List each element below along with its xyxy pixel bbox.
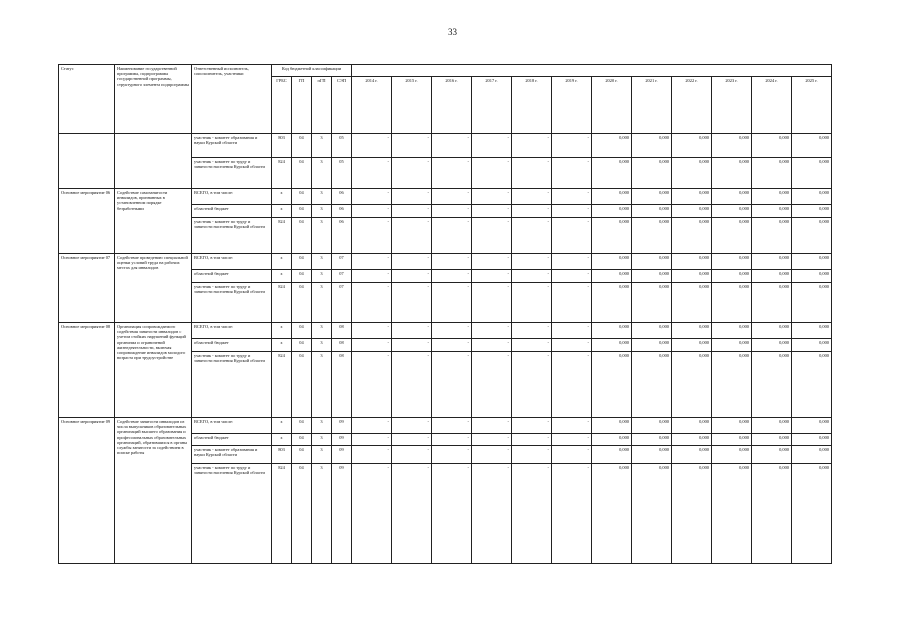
value-cell: 0,000 [752,283,792,323]
value-cell: 0,000 [792,218,832,254]
value-cell: 0,000 [632,339,672,352]
value-cell: - [352,283,392,323]
header-year-1: 2015 г. [392,77,432,134]
value-cell: - [512,134,552,158]
header-code-3: СЭП [332,77,352,134]
table-row [59,158,832,189]
value-cell: - [432,434,472,446]
value-cell: - [552,323,592,339]
name-cell: Содействие самозанятости инвалидов, признанных в установленном порядке безработными [115,189,192,254]
value-cell: 0,000 [752,254,792,270]
value-cell: - [512,434,552,446]
value-cell: 0,000 [632,134,672,158]
value-cell: - [392,158,432,189]
code-cell: 06 [332,205,352,218]
code-cell: 09 [332,418,352,434]
code-cell: 08 [332,323,352,339]
value-cell: - [472,134,512,158]
value-cell: 0,000 [712,205,752,218]
value-cell: 0,000 [792,205,832,218]
value-cell: 0,000 [752,418,792,434]
value-cell: - [472,323,512,339]
value-cell: 0,000 [672,205,712,218]
value-cell: - [352,134,392,158]
header-year-6: 2020 г. [592,77,632,134]
code-cell: 824 [272,158,292,189]
header-blank [352,65,832,77]
value-cell: 0,000 [712,254,752,270]
value-cell: 0,000 [632,254,672,270]
header-year-7: 2021 г. [632,77,672,134]
value-cell: - [472,218,512,254]
value-cell: - [352,205,392,218]
code-cell: 09 [332,464,352,564]
value-cell: - [472,158,512,189]
value-cell: 0,000 [632,270,672,283]
name-cell-empty [115,134,192,158]
code-cell: 07 [332,283,352,323]
value-cell: 0,000 [592,352,632,418]
value-cell: 0,000 [712,270,752,283]
name-cell: Содействие проведению специальной оценки условий труда на рабочих местах для инвалидов [115,254,192,323]
code-cell: x [272,270,292,283]
name-cell: Организация сопровождаемого содействия занятости инвалидов с учетом стойких нарушений функций организма и ограничений жизнедеятельности, включая сопровождение инвалидов молодого возраста при трудоустройстве [115,323,192,418]
header-year-2: 2016 г. [432,77,472,134]
value-cell: - [392,323,432,339]
value-cell: 0,000 [672,339,712,352]
value-cell: - [552,134,592,158]
value-cell: 0,000 [592,339,632,352]
name-cell: Содействие занятости инвалидов из числа выпускников образовательных организаций высшего образования и профессиональных образовательных организаций, обратившихся в органы службы занятости за содействием в поиске работы [115,418,192,564]
value-cell: - [552,270,592,283]
value-cell: - [472,446,512,464]
table-row [59,323,832,339]
value-cell: - [512,189,552,205]
code-cell: 3 [312,434,332,446]
value-cell: 0,000 [712,134,752,158]
value-cell: 0,000 [632,158,672,189]
value-cell: - [432,134,472,158]
code-cell: 08 [332,352,352,418]
value-cell: 0,000 [712,283,752,323]
value-cell: 0,000 [752,189,792,205]
value-cell: - [432,254,472,270]
value-cell: - [552,218,592,254]
value-cell: - [352,158,392,189]
code-cell: 04 [292,254,312,270]
value-cell: - [472,270,512,283]
value-cell: 0,000 [792,446,832,464]
value-cell: 0,000 [632,205,672,218]
value-cell: - [512,218,552,254]
value-cell: 0,000 [792,339,832,352]
value-cell: 0,000 [792,464,832,564]
value-cell: 0,000 [752,205,792,218]
value-cell: 0,000 [752,464,792,564]
code-cell: x [272,254,292,270]
table-row [59,254,832,270]
value-cell: - [392,434,432,446]
status-cell-empty [59,158,115,189]
value-cell: 0,000 [672,134,712,158]
value-cell: - [392,254,432,270]
header-year-4: 2018 г. [512,77,552,134]
executor-cell: ВСЕГО, в том числе: [192,189,272,205]
value-cell: - [432,352,472,418]
value-cell: - [432,158,472,189]
code-cell: 08 [332,339,352,352]
code-cell: 824 [272,283,292,323]
value-cell: 0,000 [592,464,632,564]
value-cell: - [472,189,512,205]
value-cell: - [392,270,432,283]
value-cell: - [392,352,432,418]
code-cell: 06 [332,218,352,254]
value-cell: 0,000 [592,254,632,270]
value-cell: - [512,323,552,339]
value-cell: 0,000 [592,446,632,464]
table-row [59,134,832,158]
value-cell: - [352,254,392,270]
value-cell: - [352,352,392,418]
code-cell: x [272,339,292,352]
value-cell: 0,000 [712,339,752,352]
code-cell: 04 [292,158,312,189]
value-cell: 0,000 [752,218,792,254]
executor-cell: областной бюджет [192,434,272,446]
code-cell: 04 [292,134,312,158]
value-cell: - [392,339,432,352]
code-cell: x [272,205,292,218]
value-cell: - [392,446,432,464]
code-cell: 04 [292,446,312,464]
value-cell: 0,000 [792,283,832,323]
value-cell: - [352,446,392,464]
value-cell: 0,000 [672,189,712,205]
value-cell: - [512,339,552,352]
code-cell: 05 [332,158,352,189]
code-cell: 3 [312,446,332,464]
code-cell: 3 [312,270,332,283]
value-cell: 0,000 [792,352,832,418]
value-cell: 0,000 [592,218,632,254]
header-year-0: 2014 г. [352,77,392,134]
table-row [59,189,832,205]
value-cell: - [552,434,592,446]
value-cell: 0,000 [632,418,672,434]
value-cell: 0,000 [592,323,632,339]
code-cell: x [272,418,292,434]
value-cell: 0,000 [752,446,792,464]
header-year-9: 2023 г. [712,77,752,134]
code-cell: 04 [292,434,312,446]
value-cell: - [472,352,512,418]
value-cell: 0,000 [672,158,712,189]
value-cell: - [432,464,472,564]
header-status: Статус [59,65,115,134]
value-cell: 0,000 [672,464,712,564]
code-cell: 09 [332,434,352,446]
value-cell: - [392,218,432,254]
value-cell: - [352,418,392,434]
value-cell: - [472,434,512,446]
header-name: Наименование государственной программы, подпрограммы государственной программы, структурного элемента подпрограммы [115,65,192,134]
value-cell: - [392,418,432,434]
value-cell: - [432,189,472,205]
value-cell: - [352,270,392,283]
code-cell: x [272,323,292,339]
value-cell: - [352,464,392,564]
value-cell: 0,000 [592,158,632,189]
value-cell: - [472,464,512,564]
executor-cell: участник - комитет образования и науки Курской области [192,446,272,464]
status-cell: Основное мероприятие 07 [59,254,115,323]
header-year-10: 2024 г. [752,77,792,134]
executor-cell: ВСЕГО, в том числе: [192,323,272,339]
value-cell: 0,000 [792,270,832,283]
status-cell: Основное мероприятие 09 [59,418,115,564]
value-cell: - [352,434,392,446]
code-cell: 824 [272,218,292,254]
value-cell: - [432,446,472,464]
value-cell: - [552,254,592,270]
code-cell: 3 [312,158,332,189]
value-cell: - [512,254,552,270]
status-cell-empty [59,134,115,158]
value-cell: 0,000 [792,254,832,270]
code-cell: 04 [292,339,312,352]
value-cell: - [552,158,592,189]
code-cell: 3 [312,189,332,205]
value-cell: 0,000 [592,434,632,446]
code-cell: 04 [292,323,312,339]
value-cell: - [512,283,552,323]
header-code-1: ГП [292,77,312,134]
value-cell: - [552,352,592,418]
value-cell: 0,000 [632,434,672,446]
value-cell: 0,000 [672,283,712,323]
value-cell: 0,000 [672,352,712,418]
value-cell: - [472,339,512,352]
value-cell: - [512,205,552,218]
code-cell: 3 [312,418,332,434]
executor-cell: участник - комитет образования и науки Курской области [192,134,272,158]
value-cell: 0,000 [712,218,752,254]
value-cell: - [472,283,512,323]
value-cell: 0,000 [632,323,672,339]
code-cell: 07 [332,254,352,270]
code-cell: 09 [332,446,352,464]
value-cell: - [552,464,592,564]
code-cell: 04 [292,418,312,434]
header-year-8: 2022 г. [672,77,712,134]
code-cell: 04 [292,464,312,564]
value-cell: - [512,418,552,434]
executor-cell: участник - комитет по труду и занятости населения Курской области [192,464,272,564]
value-cell: - [432,323,472,339]
value-cell: 0,000 [752,158,792,189]
value-cell: 0,000 [712,323,752,339]
value-cell: 0,000 [672,323,712,339]
executor-cell: областной бюджет [192,339,272,352]
page-number: 33 [448,27,457,37]
executor-cell: ВСЕГО, в том числе: [192,254,272,270]
header-budget-code: Код бюджетной классификации [272,65,352,77]
value-cell: - [392,189,432,205]
value-cell: 0,000 [712,418,752,434]
name-cell-empty [115,158,192,189]
value-cell: 0,000 [672,418,712,434]
header-executor: Ответственный исполнитель, соисполнитель, участники [192,65,272,134]
value-cell: - [552,283,592,323]
value-cell: - [432,270,472,283]
executor-cell: участник - комитет по труду и занятости населения Курской области [192,158,272,189]
code-cell: 3 [312,323,332,339]
code-cell: 06 [332,189,352,205]
code-cell: 04 [292,189,312,205]
value-cell: - [432,283,472,323]
code-cell: 05 [332,134,352,158]
code-cell: 3 [312,218,332,254]
value-cell: - [512,158,552,189]
value-cell: - [552,205,592,218]
value-cell: 0,000 [712,464,752,564]
code-cell: 04 [292,283,312,323]
code-cell: 04 [292,352,312,418]
executor-cell: областной бюджет [192,205,272,218]
value-cell: 0,000 [752,134,792,158]
value-cell: 0,000 [632,352,672,418]
code-cell: 3 [312,339,332,352]
header-code-2: пГП [312,77,332,134]
code-cell: 3 [312,464,332,564]
executor-cell: участник - комитет по труду и занятости населения Курской области [192,283,272,323]
code-cell: 3 [312,205,332,218]
value-cell: 0,000 [712,434,752,446]
code-cell: 803 [272,446,292,464]
header-row-1 [59,65,832,77]
header-year-5: 2019 г. [552,77,592,134]
value-cell: 0,000 [712,352,752,418]
value-cell: - [432,339,472,352]
value-cell: 0,000 [632,189,672,205]
value-cell: - [552,446,592,464]
value-cell: 0,000 [632,464,672,564]
value-cell: - [392,134,432,158]
value-cell: 0,000 [792,158,832,189]
value-cell: 0,000 [592,205,632,218]
code-cell: 824 [272,464,292,564]
code-cell: 04 [292,205,312,218]
executor-cell: ВСЕГО, в том числе: [192,418,272,434]
value-cell: - [352,323,392,339]
value-cell: - [352,339,392,352]
executor-cell: участник - комитет по труду и занятости населения Курской области [192,218,272,254]
value-cell: 0,000 [672,446,712,464]
code-cell: 04 [292,270,312,283]
value-cell: 0,000 [592,418,632,434]
value-cell: 0,000 [672,434,712,446]
value-cell: - [472,418,512,434]
value-cell: - [512,270,552,283]
value-cell: 0,000 [752,434,792,446]
value-cell: 0,000 [632,446,672,464]
executor-cell: областной бюджет [192,270,272,283]
status-cell: Основное мероприятие 06 [59,189,115,254]
code-cell: 07 [332,270,352,283]
table-row [59,418,832,434]
header-year-11: 2025 г. [792,77,832,134]
code-cell: 824 [272,352,292,418]
value-cell: 0,000 [752,339,792,352]
code-cell: 803 [272,134,292,158]
value-cell: - [512,464,552,564]
value-cell: 0,000 [792,189,832,205]
value-cell: 0,000 [752,270,792,283]
executor-cell: участник - комитет по труду и занятости населения Курской области [192,352,272,418]
code-cell: 3 [312,134,332,158]
value-cell: - [552,418,592,434]
value-cell: 0,000 [712,446,752,464]
value-cell: 0,000 [792,323,832,339]
value-cell: - [432,218,472,254]
value-cell: 0,000 [672,254,712,270]
value-cell: 0,000 [592,189,632,205]
code-cell: 3 [312,283,332,323]
value-cell: - [432,418,472,434]
value-cell: 0,000 [632,283,672,323]
value-cell: - [392,464,432,564]
value-cell: - [512,446,552,464]
code-cell: x [272,189,292,205]
status-cell: Основное мероприятие 08 [59,323,115,418]
header-code-0: ГРБС [272,77,292,134]
value-cell: - [392,283,432,323]
value-cell: - [352,218,392,254]
value-cell: 0,000 [752,323,792,339]
value-cell: 0,000 [632,218,672,254]
value-cell: - [472,254,512,270]
budget-table [58,64,832,564]
value-cell: 0,000 [672,218,712,254]
value-cell: - [352,189,392,205]
value-cell: - [512,352,552,418]
value-cell: - [392,205,432,218]
value-cell: - [432,205,472,218]
code-cell: 04 [292,218,312,254]
value-cell: 0,000 [792,434,832,446]
value-cell: 0,000 [592,134,632,158]
value-cell: - [552,339,592,352]
code-cell: 3 [312,352,332,418]
value-cell: 0,000 [752,352,792,418]
header-year-3: 2017 г. [472,77,512,134]
value-cell: 0,000 [712,189,752,205]
value-cell: - [472,205,512,218]
value-cell: 0,000 [592,270,632,283]
value-cell: 0,000 [792,418,832,434]
value-cell: 0,000 [792,134,832,158]
code-cell: x [272,434,292,446]
value-cell: 0,000 [672,270,712,283]
value-cell: 0,000 [592,283,632,323]
value-cell: - [552,189,592,205]
code-cell: 3 [312,254,332,270]
value-cell: 0,000 [712,158,752,189]
